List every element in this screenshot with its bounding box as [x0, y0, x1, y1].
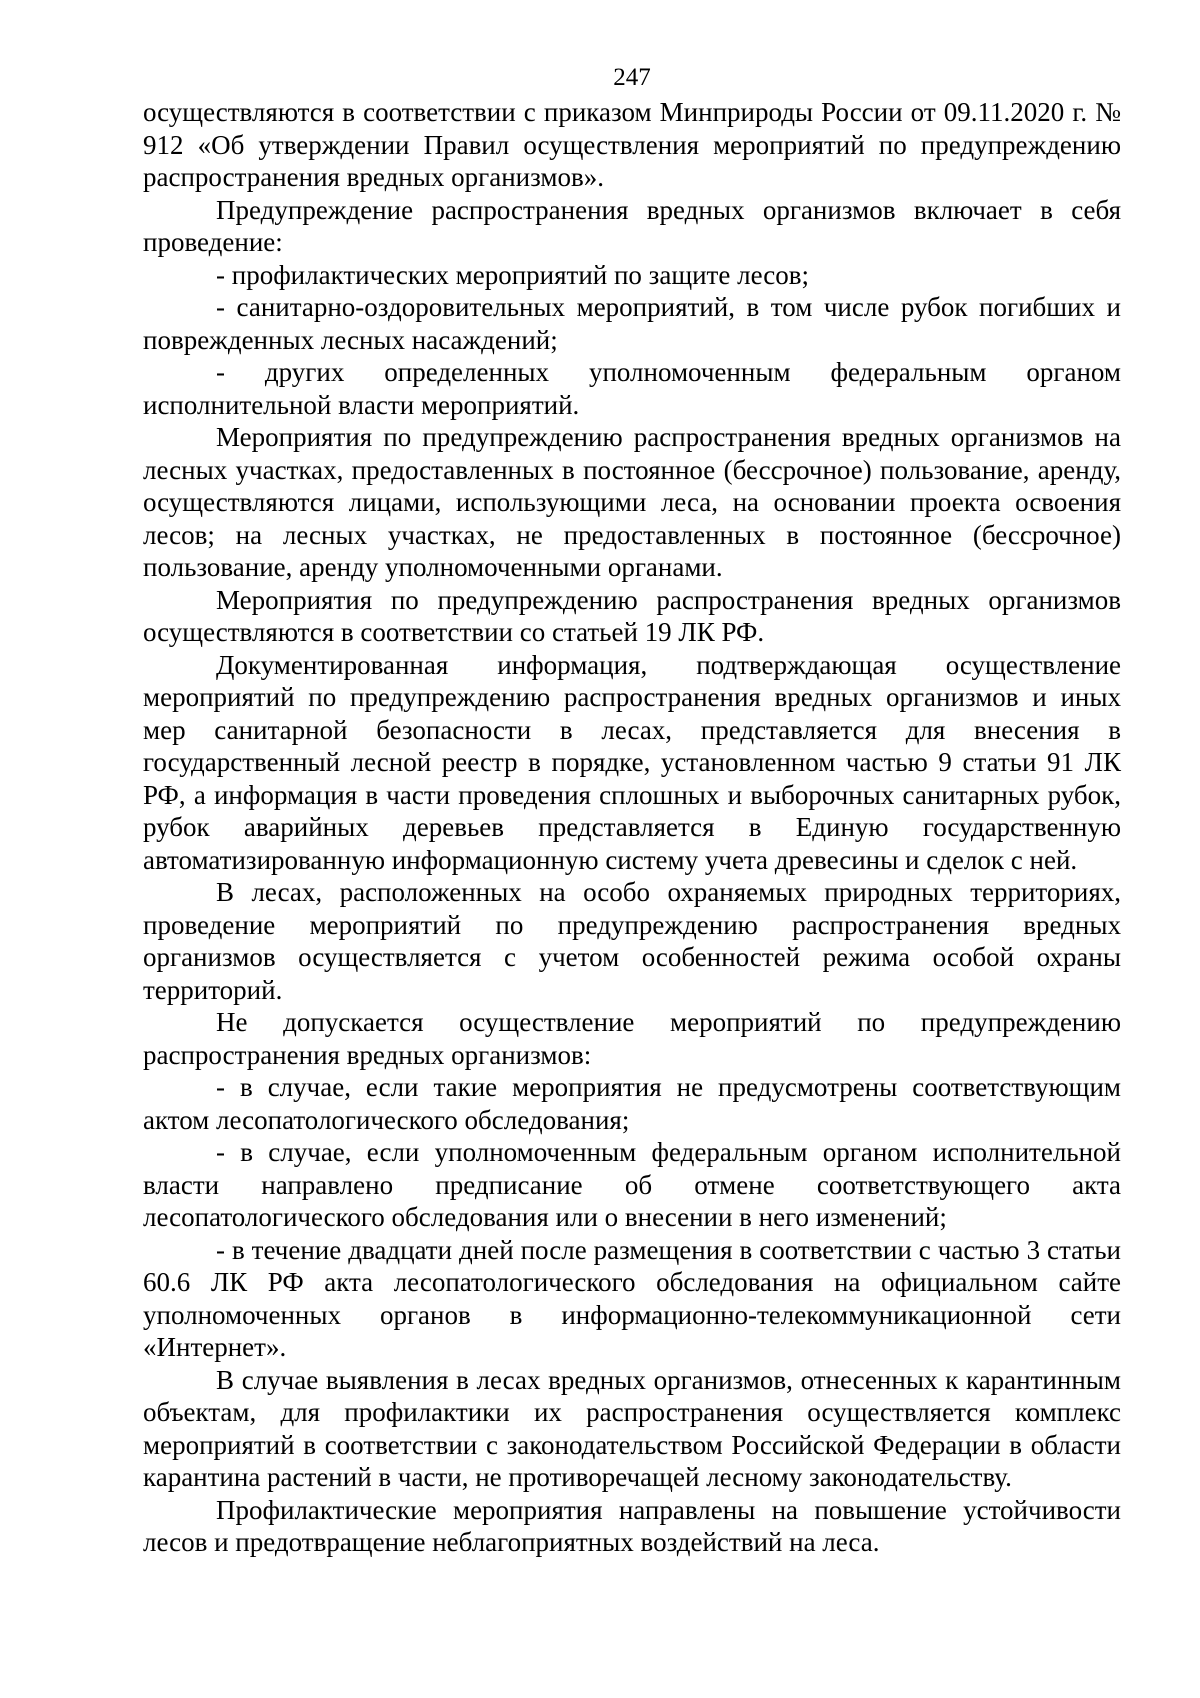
paragraph: - в течение двадцати дней после размещения в соответствии с частью 3 статьи 60.6 ЛК РФ акта лесопатологического обследования на официальном сайте уполномоченных органов в информационно-телекоммуникационной сети «Интернет». [143, 1234, 1121, 1362]
paragraph: Документированная информация, подтверждающая осуществление мероприятий по предупреждению распространения вредных организмов и иных мер санитарной безопасности в лесах, представляется для внесения в государственный лесной реестр в порядке, установленном частью 9 статьи 91 ЛК РФ, а информация в части проведения сплошных и выборочных санитарных рубок, рубок аварийных деревьев представляется в Единую государственную автоматизированную информационную систему учета древесины и сделок с ней. [143, 649, 1121, 875]
paragraph: - санитарно-оздоровительных мероприятий, в том числе рубок погибших и поврежденных лесных насаждений; [143, 292, 1121, 355]
document-page [143, 62, 1121, 1559]
paragraph: осуществляются в соответствии с приказом Минприроды России от 09.11.2020 г. № 912 «Об утверждении Правил осуществления мероприятий по предупреждению распространения вредных организмов». [143, 97, 1121, 192]
document-body [143, 96, 1121, 1559]
paragraph: Не допускается осуществление мероприятий по предупреждению распространения вредных организмов: [143, 1007, 1121, 1070]
paragraph: В случае выявления в лесах вредных организмов, отнесенных к карантинным объектам, для профилактики их распространения осуществляется комплекс мероприятий в соответствии с законодательством Российской Федерации в области карантина растений в части, не противоречащей лесному законодательству. [143, 1364, 1121, 1492]
paragraph: - в случае, если уполномоченным федеральным органом исполнительной власти направлено предписание об отмене соответствующего акта лесопатологического обследования или о внесении в него изменений; [143, 1137, 1121, 1232]
paragraph: - в случае, если такие мероприятия не предусмотрены соответствующим актом лесопатологического обследования; [143, 1072, 1121, 1135]
paragraph: Мероприятия по предупреждению распространения вредных организмов на лесных участках, предоставленных в постоянное (бессрочное) пользование, аренду, осуществляются лицами, использующими леса, на основании проекта освоения лесов; на лесных участках, не предоставленных в постоянное (бессрочное) пользование, аренду уполномоченными органами. [143, 422, 1121, 582]
paragraph: - профилактических мероприятий по защите лесов; [216, 259, 809, 290]
paragraph: В лесах, расположенных на особо охраняемых природных территориях, проведение мероприятий по предупреждению распространения вредных организмов осуществляется с учетом особенностей режима особой охраны территорий. [143, 877, 1121, 1005]
paragraph: Предупреждение распространения вредных организмов включает в себя проведение: [143, 194, 1121, 257]
paragraph: Профилактические мероприятия направлены на повышение устойчивости лесов и предотвращение неблагоприятных воздействий на леса. [143, 1494, 1121, 1557]
paragraph: - других определенных уполномоченным федеральным органом исполнительной власти мероприятий. [143, 357, 1121, 420]
page-number: 247 [613, 64, 651, 91]
paragraph: Мероприятия по предупреждению распространения вредных организмов осуществляются в соответствии со статьей 19 ЛК РФ. [143, 584, 1121, 647]
